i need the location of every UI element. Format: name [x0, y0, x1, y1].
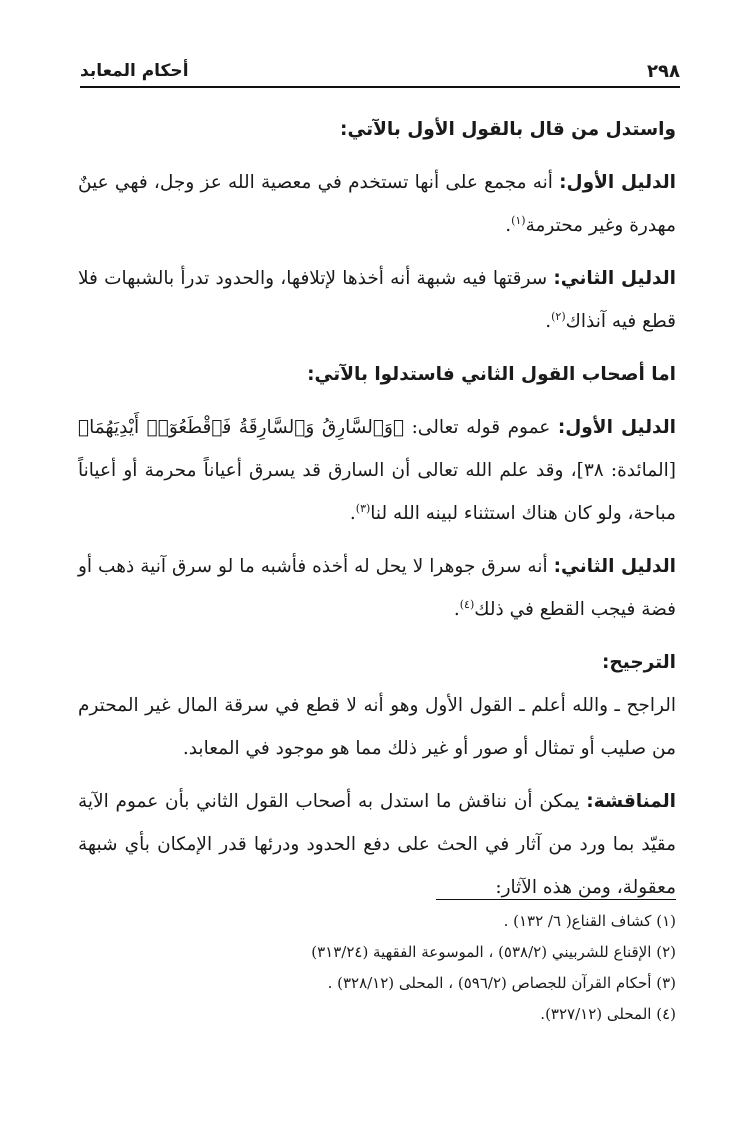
section-heading: واستدل من قال بالقول الأول بالآتي:	[340, 119, 676, 140]
evidence-text: أنه سرق جوهرا لا يحل له أخذه فأشبه ما لو سرق آنية ذهب أو فضة فيجب القطع في ذلك	[78, 556, 676, 620]
footnote-ref[interactable]: (٢)	[551, 309, 566, 323]
footnote-ref[interactable]: (٤)	[459, 597, 475, 611]
footnote-4: (٤) المحلى (٣٢٧/١٢).	[540, 1005, 676, 1023]
footnote-separator	[436, 899, 676, 900]
running-title: أحكام المعابد	[80, 61, 189, 81]
evidence-paragraph: الدليل الثاني: أنه سرق جوهرا لا يحل له أخذه فأشبه ما لو سرق آنية ذهب أو فضة فيجب القطع في ذلك$^{(٤)}$.	[78, 556, 676, 620]
conclusion-paragraph: الراجح ـ والله أعلم ـ القول الأول وهو أنه لا قطع في سرقة المال غير المحترم من صليب أو تمثال أو صور أو غير ذلك مما هو موجود في المعابد.	[78, 695, 676, 759]
discussion-label: المناقشة:	[586, 791, 676, 812]
footnote-1: (١) كشاف القناع( ٦/ ١٣٢) .	[503, 912, 676, 930]
footnotes	[78, 906, 676, 1030]
discussion-paragraph	[78, 780, 676, 909]
evidence-paragraph: الدليل الأول: أنه مجمع على أنها تستخدم في معصية الله عز وجل، فهي عينٌ مهدرة وغير محترمة$^{(١)}$.	[78, 172, 676, 236]
evidence-text: أنه مجمع على أنها تستخدم في معصية الله عز وجل، فهي عينٌ مهدرة وغير محترمة	[78, 172, 676, 236]
evidence-paragraph: الدليل الثاني: سرقتها فيه شبهة أنه أخذها لإتلافها، والحدود تدرأ بالشبهات فلا قطع فيه آنذاك$^{(٢)}$.	[78, 268, 676, 332]
evidence-label: الدليل الأول:	[557, 417, 676, 438]
footnote-ref[interactable]: (١)	[511, 213, 526, 227]
evidence-label: الدليل الأول:	[559, 172, 676, 193]
main-text	[78, 108, 676, 919]
footnote-2: (٢) الإقناع للشربيني (٥٣٨/٢) ، الموسوعة الفقهية (٣١٣/٢٤)	[311, 943, 676, 961]
evidence-label: الدليل الثاني:	[553, 268, 676, 289]
page-number: ٢٩٨	[647, 60, 680, 82]
evidence-text: سرقتها فيه شبهة أنه أخذها لإتلافها، والحدود تدرأ بالشبهات فلا قطع فيه آنذاك	[78, 268, 676, 332]
footnote-ref[interactable]: (٣)	[355, 501, 371, 515]
footnote-3: (٣) أحكام القرآن للجصاص (٥٩٦/٢) ، المحلى (٣٢٨/١٢) .	[327, 974, 676, 992]
evidence-label: الدليل الثاني:	[553, 556, 676, 577]
section-heading: اما أصحاب القول الثاني فاستدلوا بالآتي:	[307, 364, 676, 385]
discussion-text: يمكن أن نناقش ما استدل به أصحاب القول الثاني بأن عموم الآية مقيّد بما ورد من آثار في الحث على دفع الحدود ودرئها قدر الإمكان بأي شبهة معقولة، ومن هذه الآثار:	[78, 791, 676, 898]
section-heading: الترجيح:	[602, 652, 676, 673]
evidence-paragraph: الدليل الأول: عموم قوله تعالى: ﴿وَٱلسَّارِقُ وَٱلسَّارِقَةُ فَٱقْطَعُوٓا۟ أَيْدِيَهُمَا﴾ [المائدة: ٣٨]، وقد علم الله تعالى أن السارق قد يسرق أعياناً محرمة أو أعياناً مباحة، ولو كان هناك استثناء لبينه الله لنا$^{(٣)}$.	[78, 417, 676, 524]
running-header	[80, 56, 680, 88]
evidence-text: عموم قوله تعالى: ﴿وَٱلسَّارِقُ وَٱلسَّارِقَةُ فَٱقْطَعُوٓا۟ أَيْدِيَهُمَا﴾ [المائدة: ٣٨]، وقد علم الله تعالى أن السارق قد يسرق أعياناً محرمة أو أعياناً مباحة، ولو كان هناك استثناء لبينه الله لنا	[78, 417, 676, 524]
